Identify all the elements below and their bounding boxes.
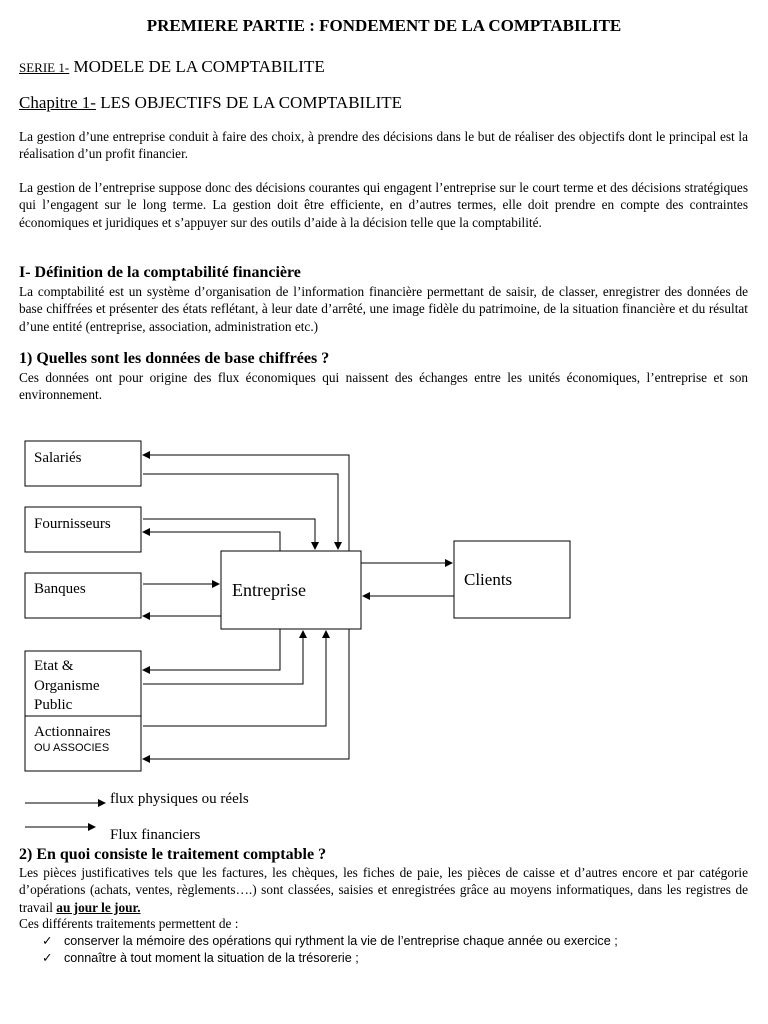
list-item [42,933,618,948]
flow-etat-to-entreprise [143,631,303,684]
intro-paragraph-2: La gestion de l’entreprise suppose donc des décisions courantes qui engagent l’entreprise sur le court terme et des décisions stratégiques qui l’engagent sur le long terme. La gestion doit être efficiente, en d’autres termes, elle doit prendre en compte des contraintes économiques et juridiques et s’appuyer sur des outils d’aide à la décision telle que la comptabilité. [19,180,748,230]
question-1-text: Ces données ont pour origine des flux économiques qui naissent des échanges entre les unités économiques, l’entreprise et son environnement. [19,370,748,403]
question-2-text [19,864,748,916]
salaries-label: Salariés [34,450,82,466]
question-1-heading: 1) Quelles sont les données de base chiffrées ? [19,350,330,367]
chapter-heading [19,93,402,113]
chapter-label: Chapitre 1- [19,93,96,112]
series-label: SERIE 1- [19,60,70,75]
etat-label-line1: Etat & [34,658,74,674]
intro-paragraph-1: La gestion d’une entreprise conduit à faire des choix, à prendre des décisions dans le but de réaliser des objectifs dont le principal est la réalisation d’un profit financier. [19,129,748,162]
checkmark-icon: ✓ [42,950,53,965]
etat-label-line2: Organisme [34,678,100,694]
clients-label: Clients [464,570,513,589]
section-1-heading: I- Définition de la comptabilité financière [19,264,301,281]
flow-actionnaires-to-entreprise [143,631,326,726]
banques-label: Banques [34,581,86,597]
page-title: PREMIERE PARTIE : FONDEMENT DE LA COMPTABILITE [146,16,622,35]
list-item-text: connaître à tout moment la situation de la trésorerie ; [64,951,359,965]
chapter-text: LES OBJECTIFS DE LA COMPTABILITE [95,93,403,112]
actionnaires-label: Actionnaires [34,724,111,740]
question-2-heading: 2) En quoi consiste le traitement comptable ? [19,846,327,863]
flow-fournisseurs-to-entreprise [143,519,315,549]
legend-physical-text: flux physiques ou réels [110,791,249,807]
flow-entreprise-to-etat [143,629,280,670]
flow-entreprise-to-fournisseurs [143,532,280,551]
list-item [42,950,359,965]
legend-arrows [0,790,120,840]
associes-label: OU ASSOCIES [34,742,110,754]
flow-salaries-to-entreprise [143,474,338,549]
section-1-text: La comptabilité est un système d’organisation de l’information financière permettant de saisir, de classer, enregistrer des données de base chiffrées et présenter des états reflétant, à leur date d’arrêté, une image fidèle du patrimoine, de la situation financière et du résultat d’une entité (entreprise, association, administration etc.) [19,284,748,334]
list-item-text: conserver la mémoire des opérations qui rythment la vie de l’entreprise chaque année ou exercice ; [64,934,618,948]
series-heading [19,57,325,77]
etat-label-line3: Public [34,697,73,713]
fournisseurs-label: Fournisseurs [34,516,111,532]
checkmark-icon: ✓ [42,933,53,948]
legend-financial-text: Flux financiers [110,827,201,843]
question-2-text-body: Les pièces justificatives tels que les factures, les chèques, les fiches de paie, les pièces de caisse et d’autres encore et par catégorie d’opérations (achats, ventes, règlements….) sont classées, saisies et enregistrées grâce au moyens informatiques, dans les registres de travail [19,865,748,915]
flow-entreprise-to-actionnaires [143,629,349,759]
entreprise-label: Entreprise [232,580,306,600]
question-2-emphasis: au jour le jour. [56,899,141,915]
flow-diagram [0,420,768,780]
list-intro: Ces différents traitements permettent de : [19,916,239,931]
series-text: MODELE DE LA COMPTABILITE [69,57,325,76]
flow-entreprise-to-salaries [143,455,349,551]
